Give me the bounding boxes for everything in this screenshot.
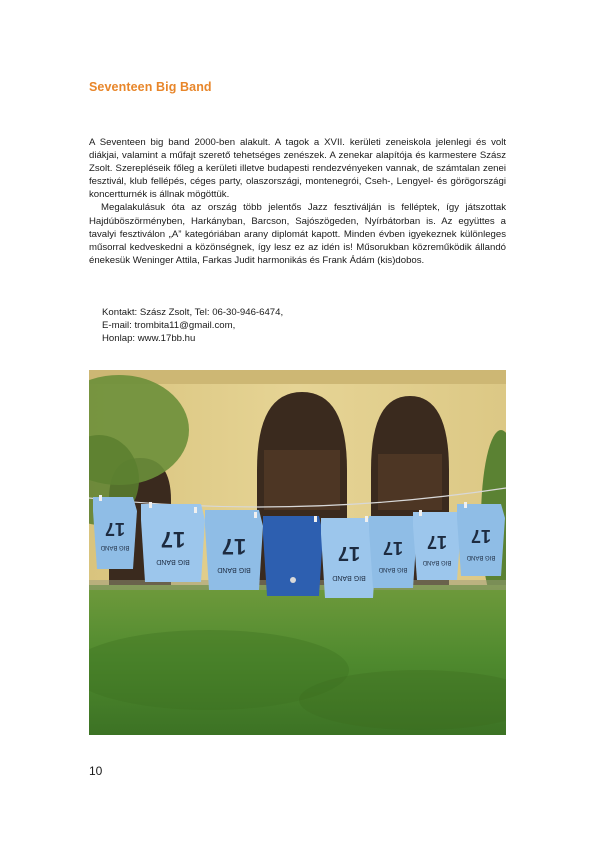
shirt-number: 17 [160, 527, 186, 552]
shirt-text: BIG BAND [466, 554, 496, 560]
clothesline-photo [89, 370, 506, 735]
shirt-text: BIG BAND [156, 558, 190, 565]
article-title: Seventeen Big Band [89, 80, 212, 94]
paragraph: A Seventeen big band 2000-ben alakult. A tagok a XVII. kerületi zeneiskola jelenlegi és volt diákjai, valamint a műfajt szerető tehetséges zenészek. A zenekar alapítója és karmestere Szász Zsolt. Szerepléseik főleg a kerületi illetve budapesti rendezvényeken vannak, de számtalan zenei fesztivál, klub fellépés, céges party, olaszországi, montenegrói, Cseh-, Lengyel- és görögországi koncertturnék is állnak mögöttük. [89, 137, 506, 201]
shirt-text: BIG BAND [217, 566, 251, 573]
shirt-number: 17 [221, 534, 247, 559]
page-number: 10 [89, 764, 103, 778]
band-photo [89, 370, 506, 735]
contact-block [102, 306, 283, 345]
article-body [89, 136, 506, 267]
paragraph: Megalakulásuk óta az ország több jelentős Jazz fesztiválján is felléptek, így játszottak Hajdúböszörményben, Harkányban, Barcson, Sajószögeden, Nyírbátorban is. Az együttes a tavalyi fesztiválon „A” kategóriában arany diplomát kapott. Minden évben igyekeznek különleges műsorral kedveskedni a közönségnek, így lesz ez az idén is! Műsorukban közreműködik állandó énekesük Weninger Attila, Farkas Judit harmonikás és Frank Ádám (kis)dobos. [89, 202, 506, 266]
shirt-number: 17 [337, 542, 361, 564]
shirt-number: 17 [104, 519, 126, 539]
shirt-number: 17 [426, 532, 448, 552]
shirt-text: BIG BAND [100, 544, 130, 550]
contact-email: E-mail: trombita11@gmail.com, [102, 320, 236, 332]
shirt-text: BIG BAND [378, 566, 408, 572]
shirt-text: BIG BAND [332, 574, 366, 581]
shirt-number: 17 [382, 538, 404, 558]
shirt-number: 17 [470, 526, 492, 546]
contact-website: Honlap: www.17bb.hu [102, 333, 196, 345]
contact-phone: Kontakt: Szász Zsolt, Tel: 06-30-946-6474, [102, 307, 284, 318]
shirt-text: BIG BAND [422, 559, 452, 565]
